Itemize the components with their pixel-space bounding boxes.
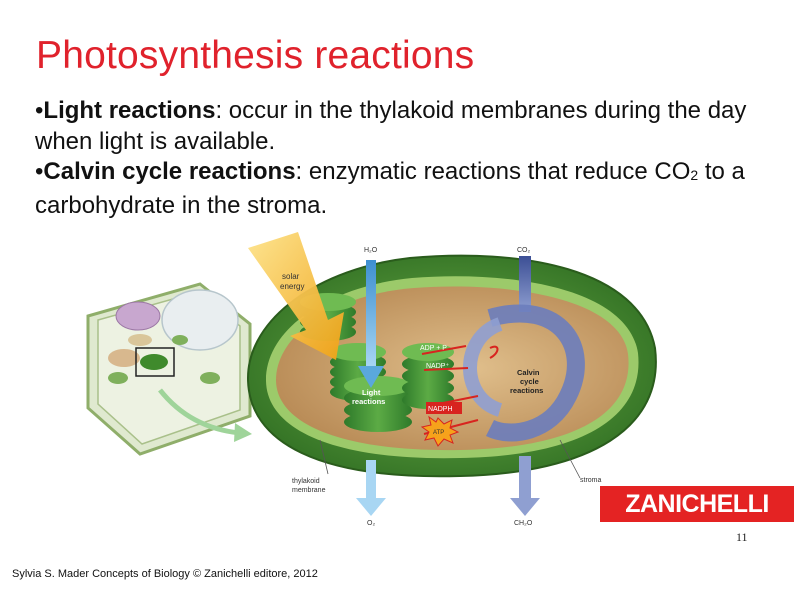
subscript: 2 xyxy=(690,167,699,183)
solar-energy-label: solar xyxy=(282,272,300,281)
bullet-term: Calvin cycle reactions xyxy=(43,158,296,185)
co2-label: CO₂ xyxy=(517,247,531,254)
calvin-label: Calvin xyxy=(517,368,540,377)
bullet-term: Light reactions xyxy=(43,97,216,124)
nadp-label: NADP⁺ xyxy=(426,363,450,370)
bullet-calvin-cycle xyxy=(35,157,780,221)
adp-label: ADP + P xyxy=(420,345,447,352)
slide-title: Photosynthesis reactions xyxy=(36,34,475,77)
bullet-marker: • xyxy=(35,97,44,124)
stroma-label: stroma xyxy=(580,477,602,484)
ch2o-label: CH₂O xyxy=(514,520,533,527)
credit-line: Sylvia S. Mader Concepts of Biology © Zanichelli editore, 2012 xyxy=(12,568,318,580)
light-reactions-label-2: reactions xyxy=(352,397,386,406)
bullet-text: : occur in the thylakoid membranes during the day when light is available. xyxy=(35,97,747,155)
bullet-marker: • xyxy=(35,158,44,185)
atp-label: ATP xyxy=(433,430,445,436)
bullet-text-end: to a carbohydrate in the stroma. xyxy=(35,158,745,219)
nadph-label: NADPH xyxy=(428,406,453,413)
calvin-label-2: cycle xyxy=(520,377,539,386)
bullet-text: : enzymatic reactions that reduce CO xyxy=(295,158,691,185)
light-reactions-label: Light xyxy=(362,388,381,397)
zoom-arrow-head xyxy=(234,423,252,442)
bullet-list xyxy=(35,96,780,221)
calvin-label-3: reactions xyxy=(510,386,544,395)
chloroplast-diagram xyxy=(80,228,680,528)
bullet-light-reactions xyxy=(35,96,780,157)
thylakoid-label: thylakoid xyxy=(292,478,320,485)
solar-energy-label-2: energy xyxy=(280,282,305,291)
h2o-label: H₂O xyxy=(364,247,378,254)
o2-label: O₂ xyxy=(367,520,376,527)
zanichelli-logo: ZANICHELLI xyxy=(600,486,794,522)
page-number: 11 xyxy=(736,530,748,544)
thylakoid-label-2: membrane xyxy=(292,487,326,494)
